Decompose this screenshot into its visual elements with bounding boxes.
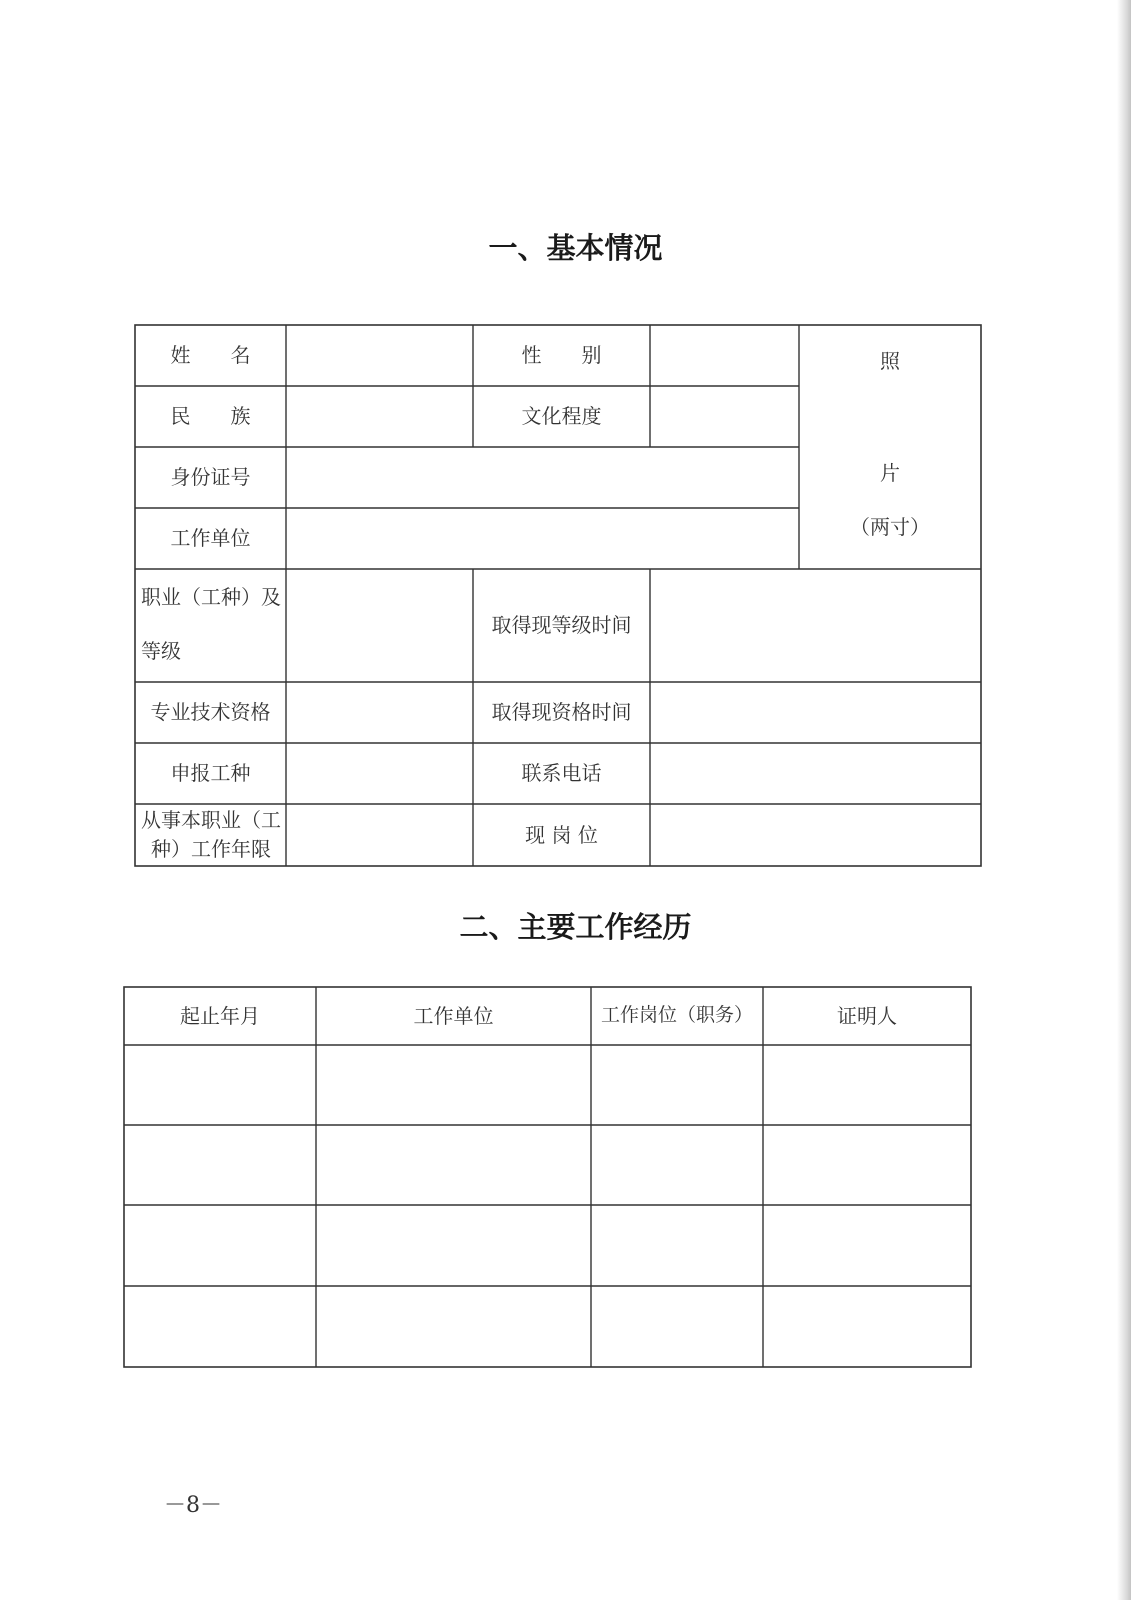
label-id-number: 身份证号 xyxy=(170,465,251,489)
section-title-work-history: 二、主要工作经历 xyxy=(459,910,692,944)
history-row-3-position[interactable] xyxy=(591,1205,763,1286)
history-row-3-period[interactable] xyxy=(124,1205,316,1286)
label-years-line2: 种）工作年限 xyxy=(151,837,271,861)
history-row-2-witness[interactable] xyxy=(763,1125,971,1205)
header-position: 工作岗位（职务） xyxy=(600,1004,753,1027)
label-occupation-level-line2: 等级 xyxy=(141,639,181,663)
header-period: 起止年月 xyxy=(180,1003,260,1028)
label-occupation-level-line1: 职业（工种）及 xyxy=(141,585,281,609)
label-work-unit: 工作单位 xyxy=(170,526,251,550)
history-row-4-position[interactable] xyxy=(591,1286,763,1367)
photo-label-line3: （两寸） xyxy=(850,515,930,539)
history-row-2-period[interactable] xyxy=(124,1125,316,1205)
history-row-3-unit[interactable] xyxy=(316,1205,591,1286)
history-row-1-unit[interactable] xyxy=(316,1045,591,1125)
history-row-2-position[interactable] xyxy=(591,1125,763,1205)
label-qualification: 专业技术资格 xyxy=(150,700,271,724)
label-name: 姓 名 xyxy=(170,343,251,367)
history-row-1-position[interactable] xyxy=(591,1045,763,1125)
history-row-3-witness[interactable] xyxy=(763,1205,971,1286)
label-gender: 性 别 xyxy=(521,343,602,367)
label-ethnicity: 民 族 xyxy=(170,404,251,428)
photo-label-line1: 照 xyxy=(880,349,900,373)
history-row-1-period[interactable] xyxy=(124,1045,316,1125)
label-phone: 联系电话 xyxy=(521,761,602,785)
label-level-time: 取得现等级时间 xyxy=(491,613,632,637)
section-title-basic-info: 一、基本情况 xyxy=(488,231,663,265)
page-number: －8－ xyxy=(164,1493,222,1518)
header-witness: 证明人 xyxy=(837,1003,897,1028)
label-apply-job: 申报工种 xyxy=(170,761,251,785)
history-row-2-unit[interactable] xyxy=(316,1125,591,1205)
history-row-1-witness[interactable] xyxy=(763,1045,971,1125)
history-row-4-unit[interactable] xyxy=(316,1286,591,1367)
label-qualification-time: 取得现资格时间 xyxy=(491,700,632,724)
photo-label-line2: 片 xyxy=(880,461,900,485)
header-work-unit: 工作单位 xyxy=(413,1003,494,1028)
label-years-line1: 从事本职业（工 xyxy=(141,808,281,832)
history-row-4-witness[interactable] xyxy=(763,1286,971,1367)
history-row-4-period[interactable] xyxy=(124,1286,316,1367)
label-education: 文化程度 xyxy=(521,404,602,428)
label-current-post: 现 岗 位 xyxy=(525,822,598,847)
